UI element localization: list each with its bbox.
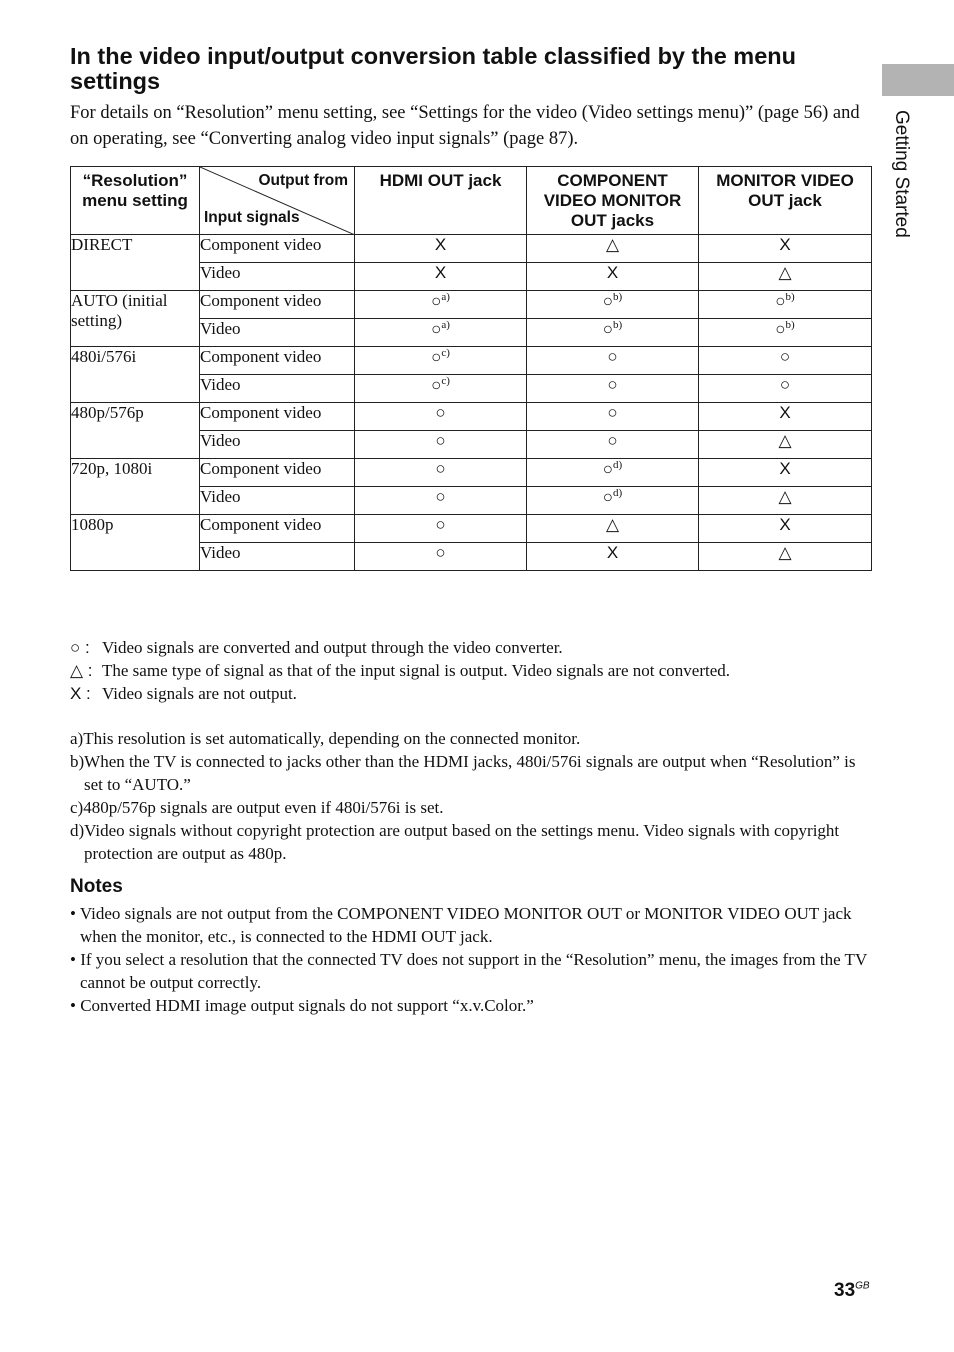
input-signal-cell: Component video — [200, 347, 355, 375]
header-component-out: COMPONENT VIDEO MONITOR OUT jacks — [527, 167, 699, 235]
output-symbol: ○ — [607, 431, 618, 450]
footnote-marker: b) — [785, 319, 795, 331]
monitor-output-cell — [699, 291, 872, 319]
note-item: • Converted HDMI image output signals do not support “x.v.Color.” — [70, 996, 534, 1015]
output-symbol: ○ — [775, 319, 786, 339]
legend-symbol-circle: ○ : — [70, 638, 90, 657]
table-row — [71, 403, 872, 431]
footnote-marker: b) — [785, 291, 795, 303]
output-symbol: X — [606, 543, 619, 562]
output-symbol: ○ — [431, 291, 442, 311]
table-row — [71, 291, 872, 319]
output-symbol: ○ — [431, 347, 442, 367]
footnote-c: c)480p/576p signals are output even if 480i/576i is set. — [70, 798, 444, 817]
output-symbol: ○ — [607, 403, 618, 422]
component-output-cell — [527, 375, 699, 403]
hdmi-output-cell — [355, 291, 527, 319]
footnote-marker: d) — [613, 459, 623, 471]
table-row — [71, 235, 872, 263]
footnote-marker: b) — [613, 319, 623, 331]
output-symbol: ○ — [602, 459, 614, 479]
input-signal-cell: Video — [200, 543, 355, 571]
component-output-cell — [527, 543, 699, 571]
intro-paragraph: For details on “Resolution” menu setting, see “Settings for the video (Video settings menu)” (page 56) and on operating, see “Converting analog video input signals” (page 87). — [70, 103, 860, 149]
legend-text: The same type of signal as that of the input signal is output. Video signals are not converted. — [102, 661, 731, 680]
section-tab-label: Getting Started — [891, 110, 912, 238]
output-symbol: ○ — [435, 459, 446, 478]
footnote-marker: b) — [613, 291, 623, 303]
legend-item — [70, 636, 890, 659]
component-output-cell — [527, 319, 699, 347]
component-output-cell — [527, 263, 699, 291]
page-title: In the video input/output conversion table classified by the menu settings — [70, 43, 796, 94]
resolution-setting-cell: AUTO (initial setting) — [71, 291, 200, 347]
page-number-value: 33 — [834, 1280, 856, 1301]
output-symbol: ○ — [435, 487, 446, 506]
output-symbol: X — [779, 235, 791, 254]
legend-text: Video signals are not output. — [102, 684, 297, 703]
output-symbol: △ — [605, 515, 620, 534]
component-output-cell — [527, 459, 699, 487]
input-signal-cell: Component video — [200, 235, 355, 263]
hdmi-output-cell — [355, 487, 527, 515]
note-item: • If you select a resolution that the connected TV does not support in the “Resolution” menu, the images from the TV cannot be output correctly. — [70, 950, 867, 992]
table-row — [71, 459, 872, 487]
hdmi-output-cell — [355, 347, 527, 375]
table-row — [71, 347, 872, 375]
component-output-cell — [527, 515, 699, 543]
input-signal-cell: Video — [200, 319, 355, 347]
input-signal-cell: Video — [200, 431, 355, 459]
output-symbol: △ — [605, 235, 620, 254]
page-number-suffix: GB — [855, 1280, 870, 1292]
footnotes — [70, 727, 860, 865]
hdmi-output-cell — [355, 235, 527, 263]
monitor-output-cell — [699, 515, 872, 543]
monitor-output-cell — [699, 235, 872, 263]
output-symbol: X — [434, 235, 447, 254]
table-row — [71, 515, 872, 543]
monitor-output-cell — [699, 431, 872, 459]
header-diagonal — [200, 167, 355, 235]
output-symbol: X — [779, 515, 791, 534]
hdmi-output-cell — [355, 543, 527, 571]
output-symbol: ○ — [779, 375, 791, 394]
notes-heading: Notes — [70, 876, 123, 897]
conversion-table — [70, 166, 872, 571]
header-output-from: Output from — [258, 172, 348, 189]
resolution-setting-cell: 480p/576p — [71, 403, 200, 459]
table-header-row — [71, 167, 872, 235]
input-signal-cell: Video — [200, 375, 355, 403]
component-output-cell — [527, 235, 699, 263]
output-symbol: ○ — [435, 543, 446, 562]
legend-item — [70, 682, 890, 705]
output-symbol: ○ — [431, 375, 442, 395]
monitor-output-cell — [699, 319, 872, 347]
component-output-cell — [527, 431, 699, 459]
output-symbol: ○ — [607, 375, 618, 394]
output-symbol: ○ — [602, 319, 614, 339]
footnote-a: a)This resolution is set automatically, depending on the connected monitor. — [70, 729, 581, 748]
output-symbol: X — [606, 263, 619, 282]
header-monitor-out: MONITOR VIDEO OUT jack — [699, 167, 872, 235]
hdmi-output-cell — [355, 515, 527, 543]
page-number — [834, 1280, 870, 1302]
monitor-output-cell — [699, 403, 872, 431]
output-symbol: ○ — [779, 347, 791, 366]
component-output-cell — [527, 403, 699, 431]
hdmi-output-cell — [355, 319, 527, 347]
monitor-output-cell — [699, 375, 872, 403]
output-symbol: △ — [778, 263, 792, 282]
component-output-cell — [527, 291, 699, 319]
output-symbol: X — [434, 263, 447, 282]
footnote-marker: c) — [441, 347, 450, 359]
output-symbol: ○ — [435, 515, 446, 534]
legend-text: Video signals are converted and output through the video converter. — [102, 638, 563, 657]
component-output-cell — [527, 347, 699, 375]
monitor-output-cell — [699, 543, 872, 571]
header-hdmi-out: HDMI OUT jack — [355, 167, 527, 235]
hdmi-output-cell — [355, 403, 527, 431]
hdmi-output-cell — [355, 375, 527, 403]
output-symbol: ○ — [435, 403, 446, 422]
output-symbol: X — [779, 459, 791, 478]
footnote-marker: d) — [613, 487, 623, 499]
output-symbol: ○ — [775, 291, 786, 311]
hdmi-output-cell — [355, 431, 527, 459]
input-signal-cell: Video — [200, 487, 355, 515]
note-item: • Video signals are not output from the COMPONENT VIDEO MONITOR OUT or MONITOR VIDEO OUT jack when the monitor, etc., is connected to the HDMI OUT jack. — [70, 904, 852, 946]
output-symbol: ○ — [431, 319, 442, 339]
legend-symbol-triangle: △ : — [70, 661, 93, 680]
input-signal-cell: Video — [200, 263, 355, 291]
output-symbol: ○ — [602, 487, 614, 507]
input-signal-cell: Component video — [200, 515, 355, 543]
hdmi-output-cell — [355, 459, 527, 487]
input-signal-cell: Component video — [200, 459, 355, 487]
resolution-setting-cell: 720p, 1080i — [71, 459, 200, 515]
input-signal-cell: Component video — [200, 291, 355, 319]
output-symbol: △ — [778, 487, 792, 506]
resolution-setting-cell: DIRECT — [71, 235, 200, 291]
footnote-b: b)When the TV is connected to jacks other than the HDMI jacks, 480i/576i signals are output when “Resolution” is set to “AUTO.” — [70, 752, 856, 794]
header-resolution: “Resolution” menu setting — [71, 167, 200, 235]
output-symbol: △ — [778, 543, 792, 562]
monitor-output-cell — [699, 487, 872, 515]
footnote-marker: a) — [441, 319, 450, 331]
component-output-cell — [527, 487, 699, 515]
notes-list — [70, 902, 870, 1017]
header-input-signals: Input signals — [204, 209, 300, 226]
legend-item — [70, 659, 890, 682]
output-symbol: ○ — [602, 291, 614, 311]
footnote-marker: a) — [441, 291, 450, 303]
hdmi-output-cell — [355, 263, 527, 291]
input-signal-cell: Component video — [200, 403, 355, 431]
output-symbol: ○ — [435, 431, 446, 450]
legend-symbol-x: X : — [70, 684, 91, 703]
footnote-marker: c) — [441, 375, 450, 387]
output-symbol: X — [779, 403, 791, 422]
monitor-output-cell — [699, 263, 872, 291]
output-symbol: △ — [778, 431, 792, 450]
resolution-setting-cell: 1080p — [71, 515, 200, 571]
monitor-output-cell — [699, 347, 872, 375]
symbol-legend — [70, 636, 890, 705]
section-tab-marker — [882, 64, 954, 96]
resolution-setting-cell: 480i/576i — [71, 347, 200, 403]
monitor-output-cell — [699, 459, 872, 487]
footnote-d: d)Video signals without copyright protection are output based on the settings menu. Video signals with copyright protection are output as 480p. — [70, 821, 840, 863]
output-symbol: ○ — [607, 347, 618, 366]
